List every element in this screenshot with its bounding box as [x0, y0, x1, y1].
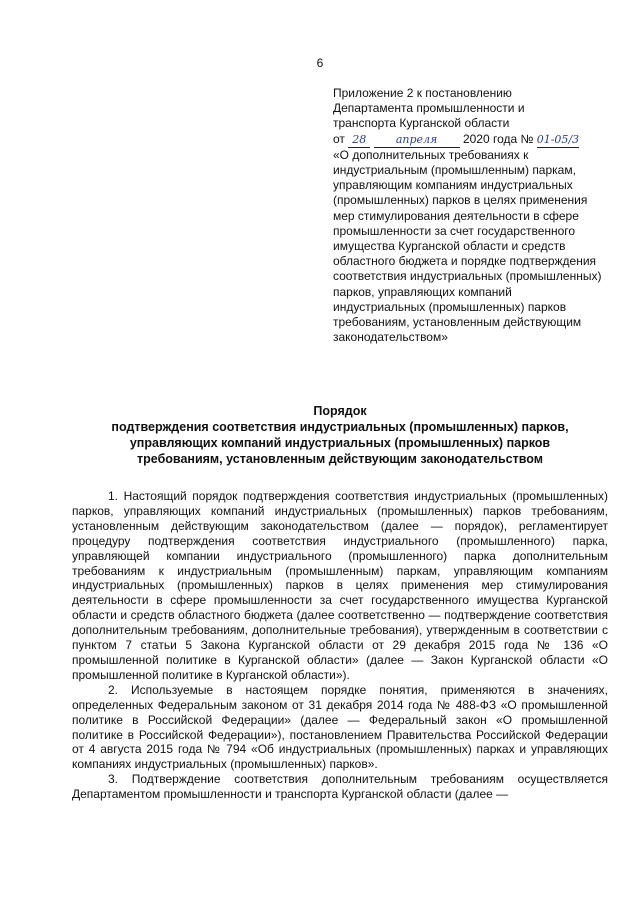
- appendix-line-3: транспорта Курганской области: [333, 116, 510, 131]
- handwritten-date-day: 28: [348, 132, 370, 148]
- appendix-header: [333, 86, 607, 345]
- paragraph-2: 2. Используемые в настоящем порядке понятия, применяются в значениях, определенных Федеральным законом от 31 декабря 2014 года № 488-ФЗ «О промышленной политике в Российской Федерации» (далее — Федеральный закон «О промышленной политике в Российской Федерации»), постановлением Правительства Российской Федерации от 4 августа 2015 года № 794 «Об индустриальных (промышленных) парках и управляющих компаниях индустриальных (промышленных) парков».: [72, 682, 608, 772]
- paragraph-3: 3. Подтверждение соответствия дополнительным требованиям осуществляется Департаментом промышленности и транспорта Курганской области (далее —: [72, 772, 608, 802]
- appendix-date-line: [333, 132, 607, 148]
- page-number: 6: [316, 56, 324, 70]
- heading-line-4: требованиям, установленным действующим законодательством: [137, 452, 543, 466]
- document-body: [72, 489, 608, 802]
- heading-line-3: управляющих компаний индустриальных (промышленных) парков: [129, 436, 551, 450]
- heading-line-1: Порядок: [313, 404, 367, 418]
- date-prefix: от: [333, 131, 345, 146]
- paragraph-1: 1. Настоящий порядок подтверждения соответствия индустриальных (промышленных) парков, управляющих компаний индустриальных (промышленных) парков требованиям, установленным действующим законодательством (далее — порядок), регламентирует процедуру подтверждения соответствия индустриального (промышленного) парка, управляющей компании индустриального (промышленного) парка дополнительным требованиям к индустриальным (промышленным) паркам, управляющим компаниям индустриальных (промышленных) парков в целях применения мер стимулирования деятельности в сфере промышленности за счет государственного имущества Курганской области и средств областного бюджета (далее соответственно — подтверждение соответствия дополнительным требованиям, дополнительные требования), утвержденным в соответствии с пунктом 7 статьи 5 Закона Курганской области от 29 декабря 2015 года № 136 «О промышленной политике в Курганской области» (далее — Закон Курганской области «О промышленной политике в Курганской области»).: [72, 489, 608, 682]
- handwritten-document-number: 01-05/3: [537, 132, 579, 148]
- date-year: 2020 года №: [462, 131, 534, 146]
- handwritten-date-month: апреля: [374, 132, 460, 148]
- heading-line-2: подтверждения соответствия индустриальных (промышленных) парков,: [111, 420, 569, 434]
- appendix-line-1: Приложение 2 к постановлению: [333, 86, 512, 100]
- appendix-line-2: Департамента промышленности и: [333, 101, 525, 116]
- appendix-resolution-title: «О дополнительных требованиях к индустриальным (промышленным) паркам, управляющим компаниям индустриальных (промышленных) парков в целях применения мер стимулирования деятельности в сфере промышленности за счет государственного имущества Курганской области и средств областного бюджета и порядке подтверждения соответствия индустриальных (промышленных) парков, управляющих компаний индустриальных (промышленных) парков требованиям, установленным действующим законодательством»: [333, 147, 602, 345]
- document-heading: [60, 403, 620, 467]
